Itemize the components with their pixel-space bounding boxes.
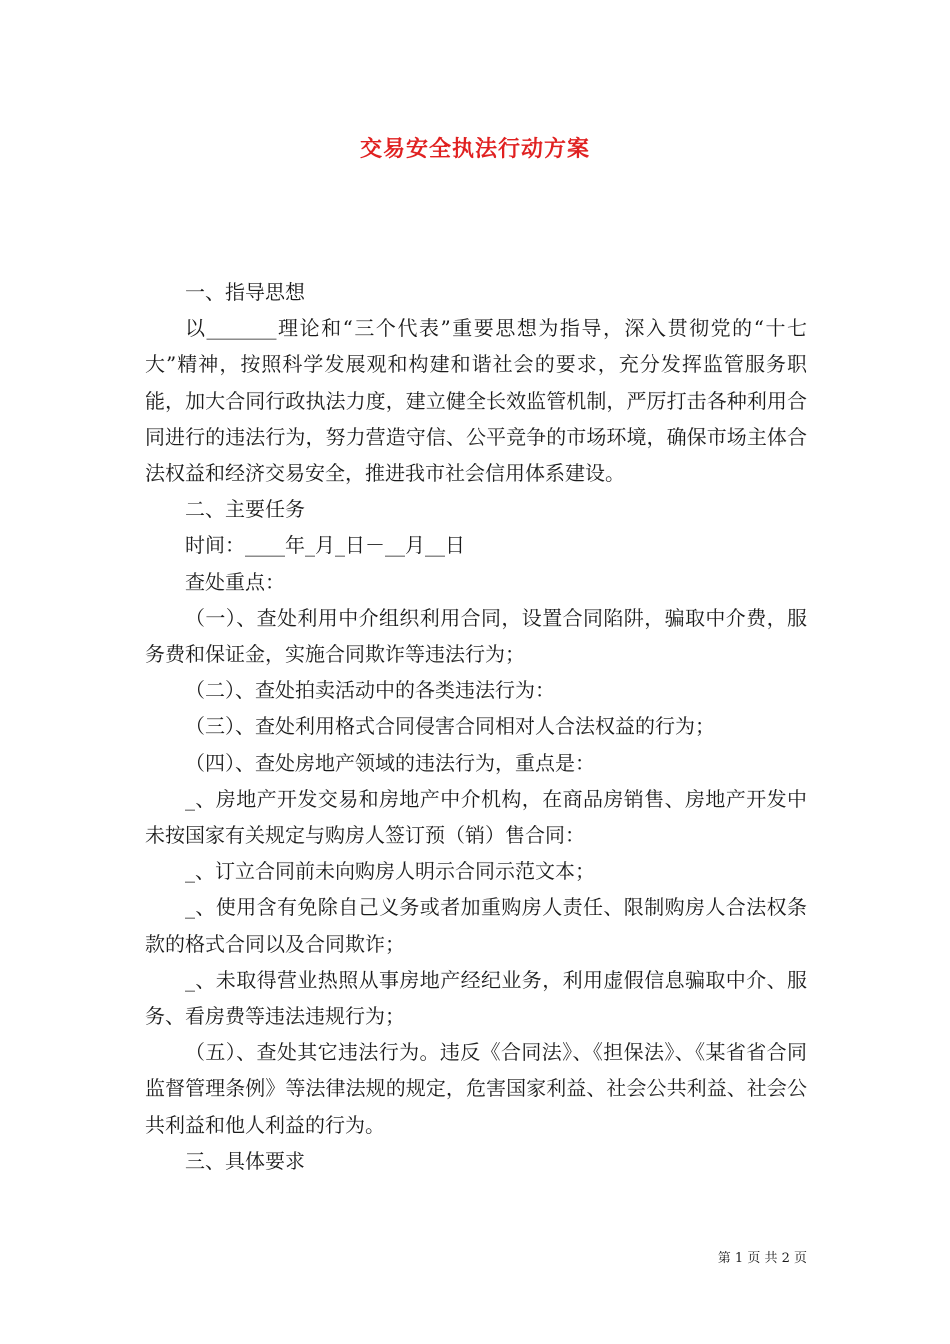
document-title: 交易安全执法行动方案 — [359, 136, 590, 162]
heading-guiding-thought: 一、指导思想 — [185, 280, 305, 304]
paragraph-time: 时间：____年_月_日－__月__日 — [185, 533, 465, 558]
paragraph-item-3: （三）、查处利用格式合同侵害合同相对人合法权益的行为； — [185, 714, 715, 739]
document-body — [145, 274, 807, 1179]
heading-requirements: 三、具体要求 — [185, 1148, 305, 1173]
paragraph-item-1: （一）、查处利用中介组织利用合同，设置合同陷阱，骗取中介费，服务费和保证金，实施合同欺诈等违法行为； — [145, 605, 807, 667]
paragraph-item-2: （二）、查处拍卖活动中的各类违法行为： — [185, 678, 555, 703]
heading-main-tasks: 二、主要任务 — [185, 497, 305, 522]
paragraph-item-4: （四）、查处房地产领域的违法行为，重点是： — [185, 750, 595, 775]
paragraph-item-4-sub-1: _、房地产开发交易和房地产中介机构，在商品房销售、房地产开发中未按国家有关规定与购房人签订预（销）售合同： — [145, 786, 807, 848]
paragraph-item-4-sub-2: _、订立合同前未向购房人明示合同示范文本； — [185, 859, 595, 884]
paragraph-item-5: （五）、查处其它违法行为。违反《合同法》、《担保法》、《某省省合同监督管理条例》等法律法规的规定，危害国家利益、社会公共利益、社会公共利益和他人利益的行为。 — [145, 1040, 807, 1137]
paragraph-item-4-sub-4: _、未取得营业热照从事房地产经纪业务，利用虚假信息骗取中介、服务、看房费等违法违规行为； — [145, 967, 807, 1029]
paragraph-key-points: 查处重点： — [185, 569, 285, 594]
paragraph-item-4-sub-3: _、使用含有免除自己义务或者加重购房人责任、限制购房人合法权条款的格式合同以及合同欺诈； — [145, 895, 807, 956]
paragraph-guiding-thought: 以_______理论和“三个代表”重要思想为指导，深入贯彻党的“十七大”精神，按照科学发展观和构建和谐社会的要求，充分发挥监管服务职能，加大合同行政执法力度，建立健全长效监管机制，严厉打击各种利用合同进行的违法行为，努力营造守信、公平竞争的市场环境，确保市场主体合法权益和经济交易安全，推进我市社会信用体系建设。 — [145, 316, 807, 486]
page-number-footer: 第 1 页 共 2 页 — [717, 1251, 807, 1266]
